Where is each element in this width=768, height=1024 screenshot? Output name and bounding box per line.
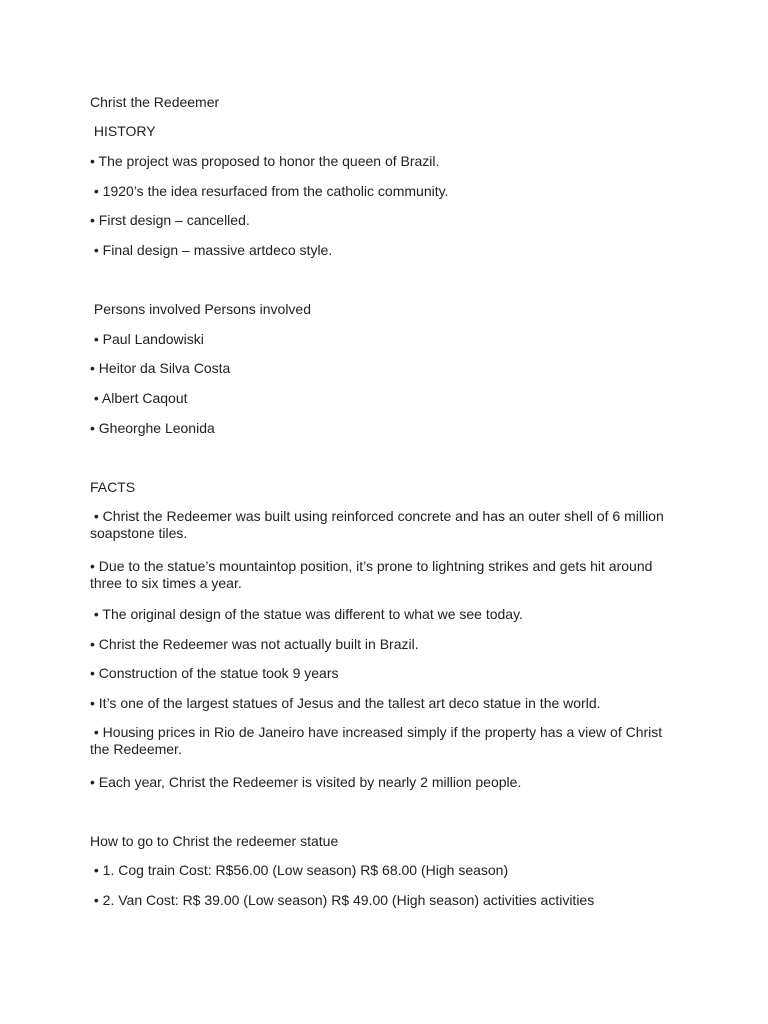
facts-item: • Housing prices in Rio de Janeiro have increased simply if the property has a view of Christ the Redeemer.: [90, 724, 667, 757]
history-item: • First design – cancelled.: [90, 212, 250, 228]
facts-item: • Christ the Redeemer was not actually built in Brazil.: [90, 636, 419, 652]
persons-heading: Persons involved Persons involved: [90, 301, 312, 317]
history-item: • 1920’s the idea resurfaced from the catholic community.: [90, 183, 449, 199]
howto-heading: How to go to Christ the redeemer statue: [90, 833, 339, 849]
persons-item: • Heitor da Silva Costa: [90, 360, 231, 376]
history-item: • Final design – massive artdeco style.: [90, 242, 333, 258]
facts-item: • The original design of the statue was different to what we see today.: [90, 606, 523, 622]
facts-heading: FACTS: [90, 479, 136, 495]
facts-item: • Each year, Christ the Redeemer is visited by nearly 2 million people.: [90, 774, 522, 790]
history-item: • The project was proposed to honor the queen of Brazil.: [90, 153, 440, 169]
history-heading: HISTORY: [90, 123, 156, 139]
facts-item: • Construction of the statue took 9 years: [90, 665, 339, 681]
persons-item: • Gheorghe Leonida: [90, 420, 215, 436]
howto-item: • 2. Van Cost: R$ 39.00 (Low season) R$ 49.00 (High season) activities activities: [90, 892, 595, 908]
facts-item: • It’s one of the largest statues of Jesus and the tallest art deco statue in the world.: [90, 695, 601, 711]
howto-item: • 1. Cog train Cost: R$56.00 (Low season) R$ 68.00 (High season): [90, 862, 509, 878]
facts-item: • Christ the Redeemer was built using reinforced concrete and has an outer shell of 6 million soapstone tiles.: [90, 508, 668, 541]
facts-item: • Due to the statue’s mountaintop position, it’s prone to lightning strikes and gets hit around three to six times a year.: [90, 558, 657, 591]
persons-item: • Paul Landowiski: [90, 331, 204, 347]
persons-item: • Albert Caqout: [90, 390, 188, 406]
document-title: Christ the Redeemer: [90, 94, 220, 110]
